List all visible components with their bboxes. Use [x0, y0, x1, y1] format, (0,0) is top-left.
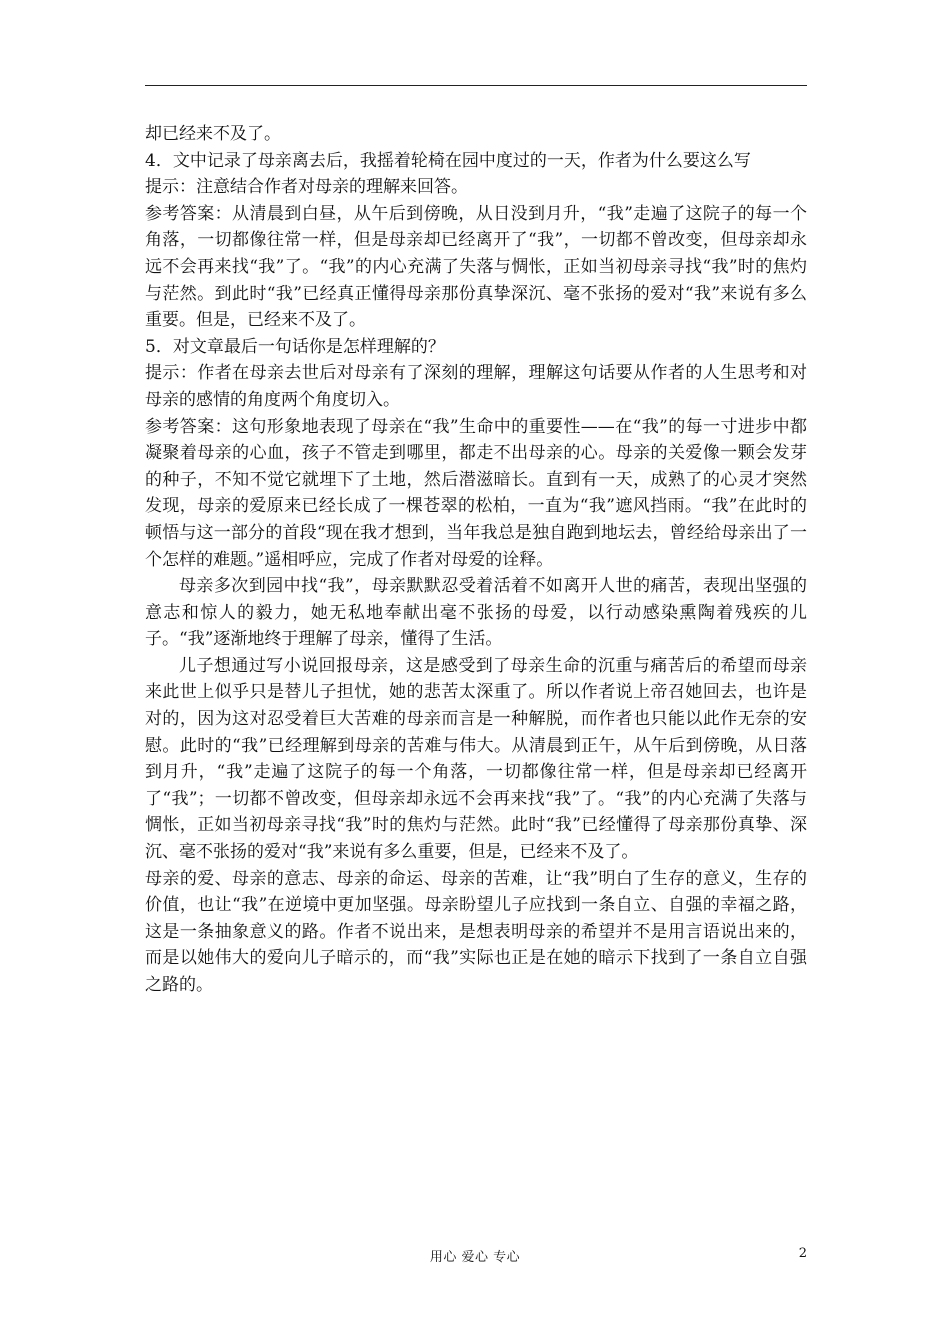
paragraph: 母亲的爱、母亲的意志、母亲的命运、母亲的苦难，让“我”明白了生存的意义，生存的价值，也让“我”在逆境中更加坚强。母亲盼望儿子应找到一条自立、自强的幸福之路，这是一条抽象意义的路。作者不说出来，是想表明母亲的希望并不是用言语说出来的，而是以她伟大的爱向儿子暗示的，而“我”实际也正是在她的暗示下找到了一条自立自强之路的。	[145, 868, 807, 995]
paragraph: 儿子想通过写小说回报母亲，这是感受到了母亲生命的沉重与痛苦后的希望而母亲来此世上似乎只是替儿子担忧，她的悲苦太深重了。所以作者说上帝召她回去，也许是对的，因为这对忍受着巨大苦难的母亲而言是一种解脱，而作者也只能以此作无奈的安慰。此时的“我”已经理解到母亲的苦难与伟大。从清晨到正午，从午后到傍晚，从日落到月升，“我”走遍了这院子的每一个角落，一切都像往常一样，但是母亲却已经离开了“我”；一切都不曾改变，但母亲却永远不会再来找“我”了。“我”的内心充满了失落与惆怅，正如当初母亲寻找“我”时的焦灼与茫然。此时“我”已经懂得了母亲那份真挚、深沉、毫不张扬的爱对“我”来说有多么重要，但是，已经来不及了。	[145, 655, 807, 863]
hint-4: 提示：注意结合作者对母亲的理解来回答。	[145, 177, 468, 198]
paragraph: 母亲多次到园中找“我”，母亲默默忍受着活着不如离开人世的痛苦，表现出坚强的意志和惊人的毅力，她无私地奉献出毫不张扬的母爱，以行动感染熏陶着残疾的儿子。“我”逐渐地终于理解了母亲，懂得了生活。	[145, 576, 807, 650]
hint-5: 提示：作者在母亲去世后对母亲有了深刻的理解，理解这句话要从作者的人生思考和对母亲的感情的角度两个角度切入。	[145, 363, 807, 410]
footer-motto: 用心 爱心 专心	[429, 1250, 521, 1265]
question-5: 5．对文章最后一句话你是怎样理解的？	[145, 336, 445, 357]
paragraph: 却已经来不及了。	[145, 124, 281, 144]
answer-5: 参考答案：这句形象地表现了母亲在“我”生命中的重要性——在“我”的每一寸进步中都凝聚着母亲的心血，孩子不管走到哪里，都走不出母亲的心。母亲的关爱像一颗会发芽的种子，不知不觉它就埋下了土地，然后潜滋暗长。直到有一天，成熟了的心灵才突然发现，母亲的爱原来已经长成了一棵苍翠的松柏，一直为“我”遮风挡雨。“我”在此时的顿悟与这一部分的首段“现在我才想到，当年我总是独自跑到地坛去，曾经给母亲出了一个怎样的难题。”遥相呼应，完成了作者对母爱的诠释。	[145, 416, 807, 570]
question-4: 4．文中记录了母亲离去后，我摇着轮椅在园中度过的一天，作者为什么要这么写	[145, 150, 751, 171]
document-body	[145, 121, 807, 999]
page-number: 2	[798, 1246, 807, 1261]
answer-4: 参考答案：从清晨到白昼，从午后到傍晚，从日没到月升，“我”走遍了这院子的每一个角落，一切都像往常一样，但是母亲却已经离开了“我”，一切都不曾改变，但母亲却永远不会再来找“我”了。“我”的内心充满了失落与惆怅，正如当初母亲寻找“我”时的焦灼与茫然。到此时“我”已经真正懂得母亲那份真挚深沉、毫不张扬的爱对“我”来说有多么重要。但是，已经来不及了。	[145, 203, 807, 331]
header-rule	[145, 85, 807, 86]
